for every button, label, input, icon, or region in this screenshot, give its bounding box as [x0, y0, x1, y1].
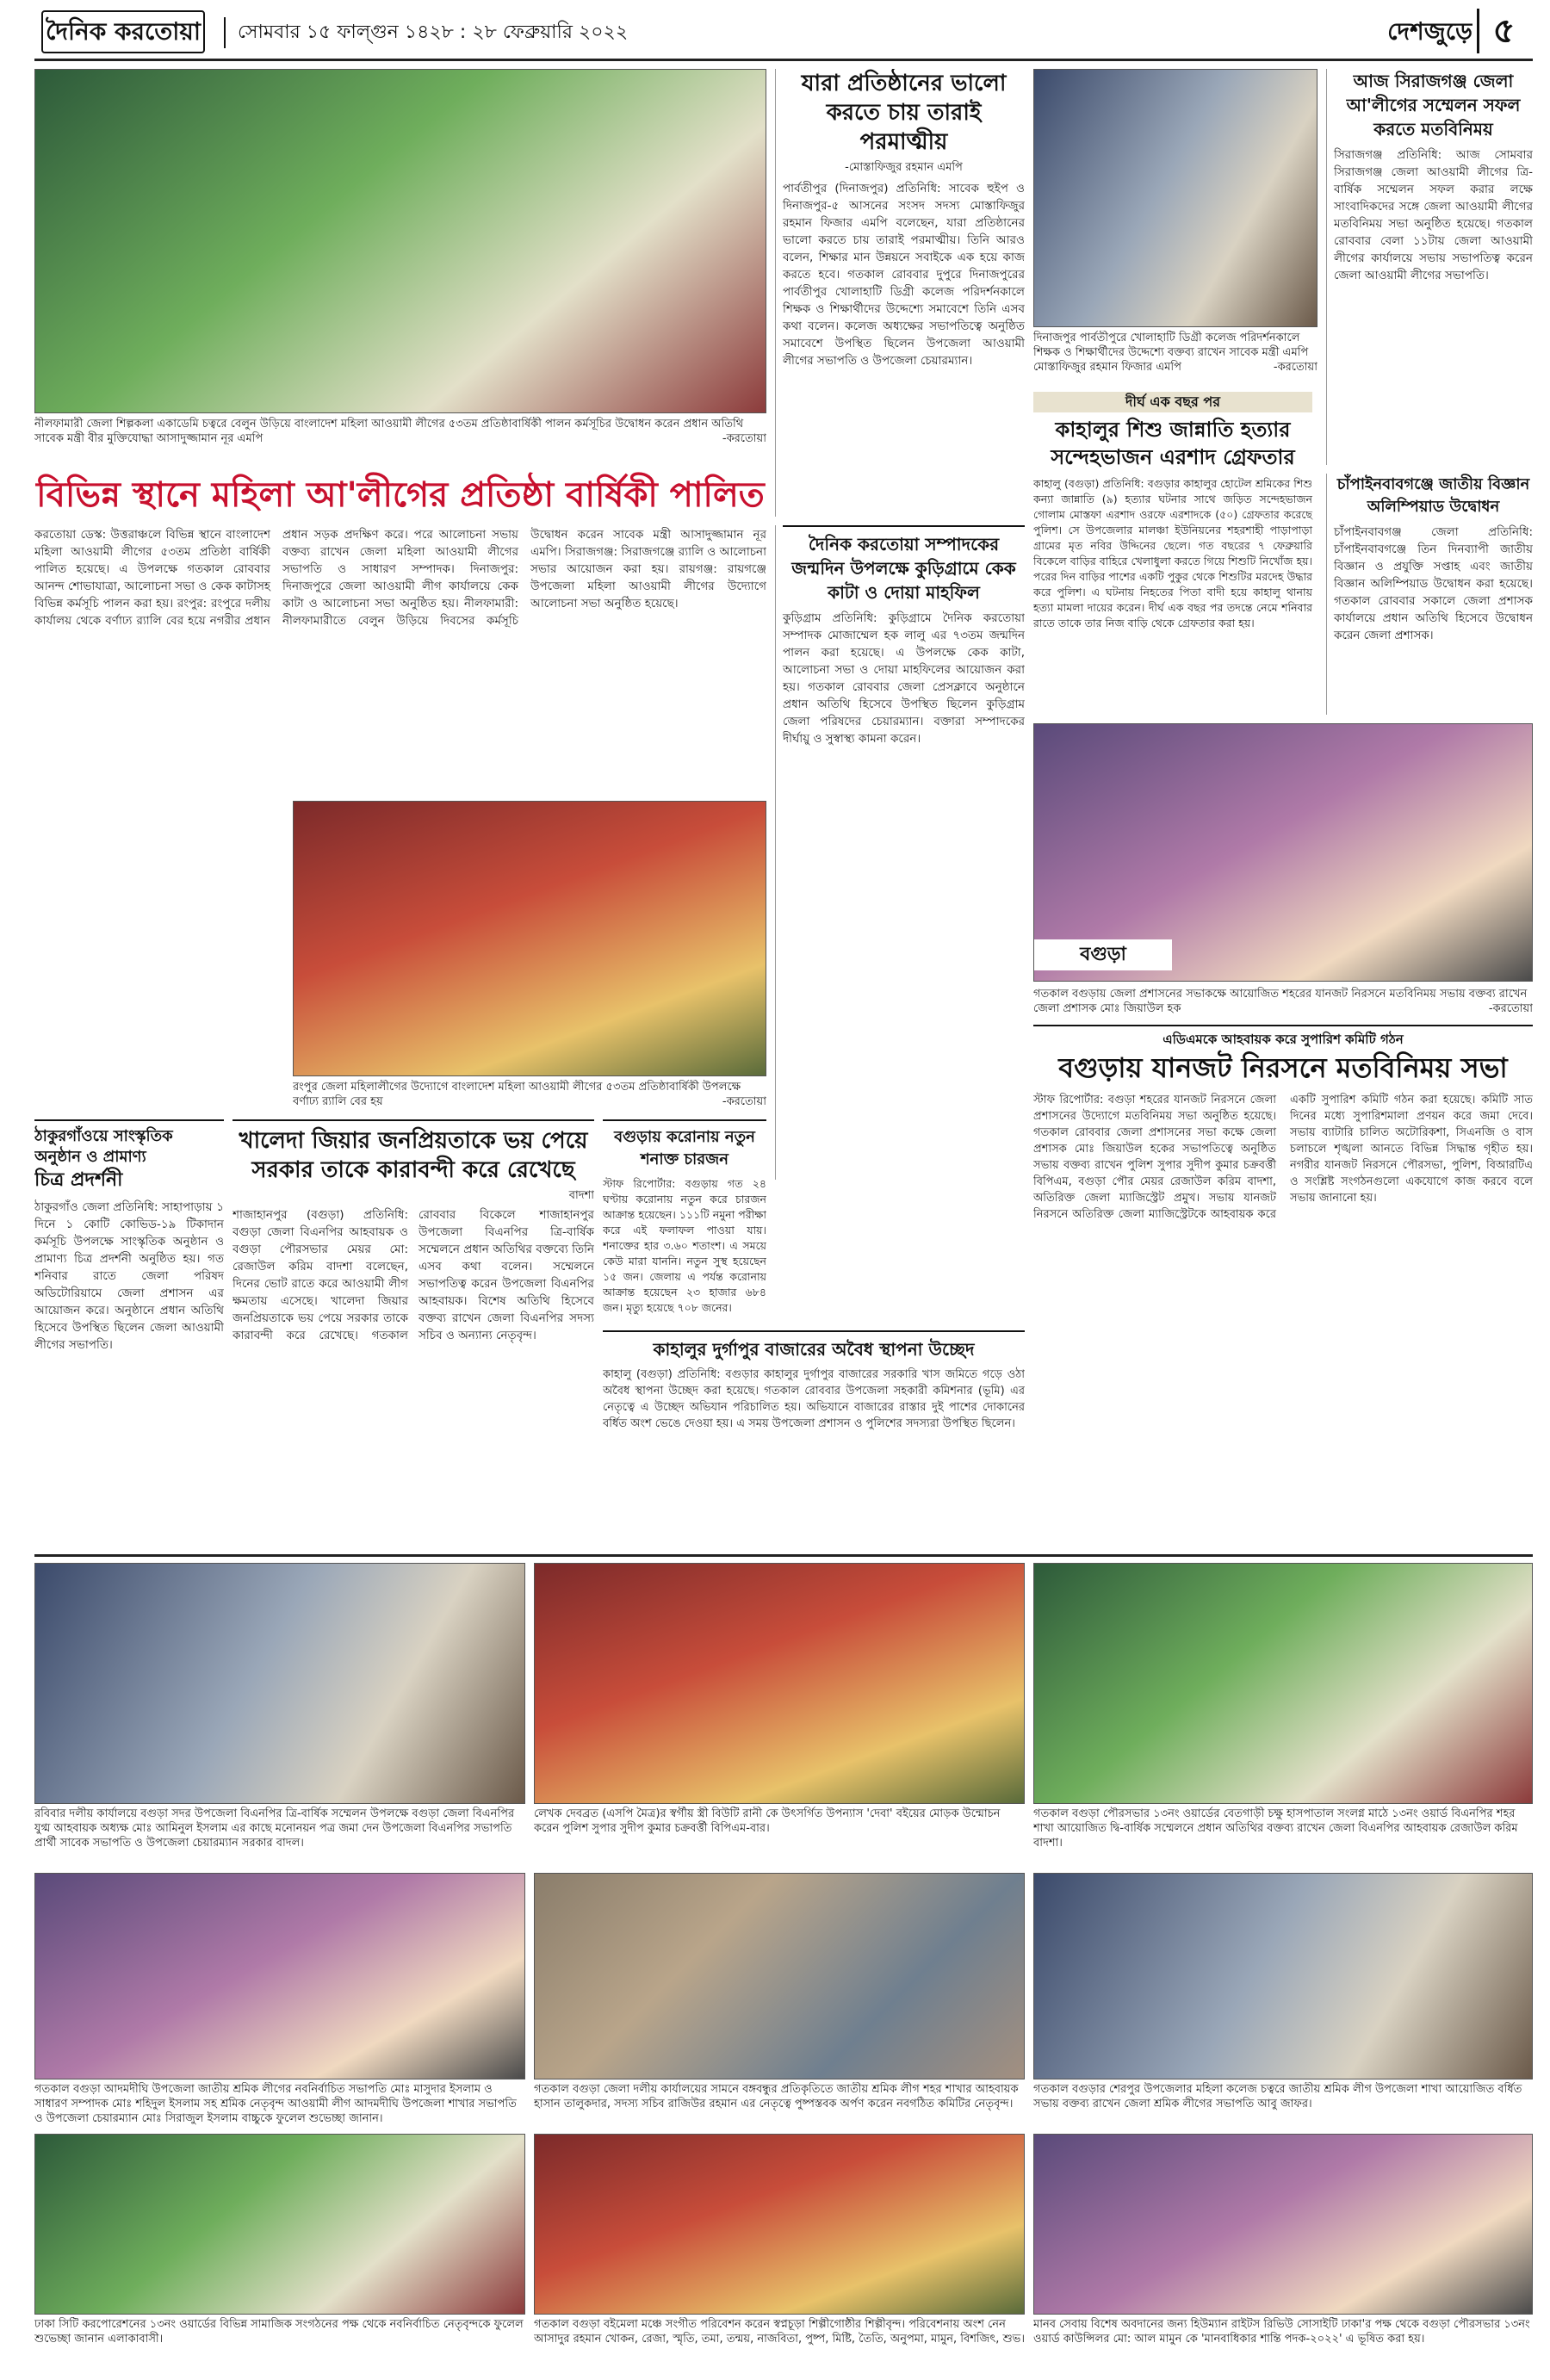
rangpur-photo-caption-text: রংপুর জেলা মহিলালীগের উদ্যোগে বাংলাদেশ মহিলা আওয়ামী লীগের ৫৩তম প্রতিষ্ঠাবার্ষিকী উপলক্ষে বর্ণাঢ্য র‌্যালি বের হয়: [293, 1081, 741, 1108]
right-top-photo-credit: -করতোয়া: [1273, 361, 1318, 374]
daily-story-headline: দৈনিক করতোয়া সম্পাদকের জন্মদিন উপলক্ষে কুড়িগ্রামে কেক কাটা ও দোয়া মাহফিল: [783, 525, 1025, 604]
corona-headline: বগুড়ায় করোনায় নতুন শনাক্ত চারজন: [614, 1128, 755, 1168]
corona-text: স্টাফ রিপোর্টার: বগুড়ায় গত ২৪ ঘণ্টায় করোনায় নতুন করে চারজন আক্রান্ত হয়েছেন। ১১১টি নমুনা পরীক্ষা করে এই ফলাফল পাওয়া যায়। শনাক্তের হার ৩.৬০ শতাংশ। এ সময়ে কেউ মারা যাননি। নতুন সুস্থ হয়েছেন ১৫ জন। জেলায় এ পর্যন্ত করোনায় আক্রান্ত হয়েছেন ২৩ হাজার ৬৮৪ জন। মৃত্যু হয়েছে ৭০৮ জনের।: [603, 1177, 766, 1314]
page-number: ৫: [1477, 9, 1528, 53]
khaleda-byline: বাদশা: [568, 1189, 594, 1202]
kahalu-bazar-text: কাহালু (বগুড়া) প্রতিনিধি: বগুড়ার কাহালুর দুর্গাপুর বাজারের সরকারি খাস জমিতে গড়ে ওঠা অবৈধ স্থাপনা উচ্ছেদ করা হয়েছে। গতকাল রোববার উপজেলা সহকারী কমিশনার (ভূমি) এর নেতৃত্বে এ উচ্ছেদ অভিযান পরিচালিত হয়। অভিযানে বাজারের রাস্তার দুই পাশের দোকানের বর্ধিত অংশ ভেঙে দেওয়া হয়। এ সময় উপজেলা প্রশাসন ও পুলিশের সদস্যরা উপস্থিত ছিলেন।: [603, 1368, 1025, 1430]
right-mid-photo-credit: -করতোয়া: [1488, 1002, 1533, 1015]
khaleda-story: [232, 1119, 594, 1550]
right-mid-photo-caption: [1033, 987, 1533, 1020]
thakurgaon-text: ঠাকুরগাঁও জেলা প্রতিনিধি: সাহাপাড়ায় ১ দিনে ১ কোটি কোভিড-১৯ টিকাদান কর্মসূচি উপলক্ষে সাংস্কৃতিক অনুষ্ঠান ও প্রামাণ্য চিত্র প্রদর্শনী অনুষ্ঠিত হয়। গত শনিবার রাতে জেলা পরিষদ অডিটোরিয়ামে জেলা প্রশাসন এর আয়োজন করে। অনুষ্ঠানে প্রধান অতিথি হিসেবে উপস্থিত ছিলেন জেলা আওয়ামী লীগের সভাপতি।: [34, 1200, 224, 1352]
thakurgaon-story: [34, 1119, 224, 1550]
chapai-story: [1326, 474, 1533, 715]
kahalu-main-story: [1033, 392, 1318, 715]
masthead-date: সোমবার ১৫ ফাল্গুন ১৪২৮ : ২৮ ফেব্রুয়ারি ২০২২: [224, 17, 878, 48]
mohila-headline: বিভিন্ন স্থানে মহিলা আ'লীগের প্রতিষ্ঠা বার্ষিকী পালিত: [36, 475, 765, 515]
chapai-text: চাঁপাইনবাবগঞ্জ জেলা প্রতিনিধি: চাঁপাইনবাবগঞ্জে তিন দিনব্যাপী জাতীয় বিজ্ঞান ও প্রযুক্তি সপ্তাহ এবং জাতীয় বিজ্ঞান অলিম্পিয়াড উদ্বোধন করা হয়েছে। গতকাল রোববার সকালে জেলা প্রশাসক কার্যালয়ে প্রধান অতিথি হিসেবে উদ্বোধন করেন জেলা প্রশাসক।: [1334, 525, 1533, 642]
newspaper-logo: [41, 10, 205, 53]
chapai-headline: চাঁপাইনবাবগঞ্জে জাতীয় বিজ্ঞান অলিম্পিয়াড উদ্বোধন: [1336, 475, 1530, 516]
kahalu-text: কাহালু (বগুড়া) প্রতিনিধি: বগুড়ার কাহালুর হোটেল শ্রমিকের শিশু কন্যা জান্নাতি (৯) হত্যার ঘটনার সাথে জড়িত সন্দেহভাজন গোলাম মোস্তফা এরশাদ ওরফে এরশাদকে (৫০) গ্রেফতার করেছে পুলিশ। সে উপজেলার মালঞ্চা ইউনিয়নের শহরশাহী পাড়াপাড়া গ্রামের মৃত নবির উদ্দিনের ছেলে। গত বছরের ৭ ফেব্রুয়ারি বিকেলে বাড়ির বাহিরে খেলাধুলা করতে গিয়ে শিশুটি নিখোঁজ হয়। পরের দিন বাড়ির পাশের একটি পুকুর থেকে শিশুটির মরদেহ উদ্ধার করে পুলিশ। এ ঘটনায় নিহতের পিতা বাদী হয়ে কাহালু থানায় হত্যা মামলা দায়ের করেন। দীর্ঘ এক বছর পর তদন্তে নেমে শনিবার রাতে তাকে তার নিজ বাড়ি থেকে গ্রেফতার করা হয়।: [1033, 477, 1312, 629]
bogura-banner: বগুড়া: [1034, 939, 1172, 970]
mid-story-headline: যারা প্রতিষ্ঠানের ভালো করতে চায় তারাই পরমাত্মীয়: [801, 71, 1007, 155]
rangpur-photo: [293, 801, 766, 1076]
grid-caption-1: রবিবার দলীয় কার্যালয়ে বগুড়া সদর উপজেলা বিএনপির ত্রি-বার্ষিক সম্মেলন উপলক্ষে বগুড়া জেলা বিএনপির যুগ্ম আহবায়ক অধ্যক্ষ মোঃ আমিনুল ইসলাম এর কাছে মনোনয়ন পত্র জমা দেন উপজেলা বিএনপির সভাপতি প্রার্থী সাবেক সভাপতি ও উপজেলা চেয়ারম্যান সরকার বাদল।: [34, 1807, 515, 1850]
corona-story: [603, 1119, 766, 1326]
jam-text: স্টাফ রিপোর্টার: বগুড়া শহরের যানজট নিরসনে জেলা প্রশাসনের উদ্যোগে মতবিনিময় সভা অনুষ্ঠিত হয়েছে। গতকাল রোববার জেলা প্রশাসনের সভা কক্ষে জেলা প্রশাসক মোঃ জিয়াউল হকের সভাপতিত্বে অনুষ্ঠিত সভায় বক্তব্য রাখেন পুলিশ সুপার সুদীপ কুমার চক্রবর্ত্তী বিপিএম, বগুড়া পৌর মেয়র রেজাউল করিম বাদশা, অতিরিক্ত জেলা ম্যাজিস্ট্রেট প্রমুখ। সভায় যানজট নিরসনে অতিরিক্ত জেলা ম্যাজিস্ট্রেটকে আহবায়ক করে একটি সুপারিশ কমিটি গঠন করা হয়েছে। কমিটি সাত দিনের মধ্যে সুপারিশমালা প্রণয়ন করে জমা দেবে। সভায় ব্যাটারি চালিত অটোরিকশা, সিএনজি ও বাস চলাচলে শৃঙ্খলা আনতে বিভিন্ন সিদ্ধান্ত গৃহীত হয়। নগরীর যানজট নিরসনে পৌরসভা, পুলিশ, বিআরটিএ ও সংশ্লিষ্ট সংগঠনগুলো একযোগে কাজ করবে বলে সভায় জানানো হয়।: [1033, 1094, 1533, 1221]
grid-photo-8: [534, 2134, 1025, 2315]
grid-photo-2: [534, 1563, 1025, 1804]
logo-text: দৈনিক করতোয়া: [45, 17, 202, 46]
jam-kicker: এডিএমকে আহবায়ক করে সুপারিশ কমিটি গঠন: [1162, 1032, 1404, 1047]
grid-caption-9: মানব সেবায় বিশেষ অবদানের জন্য হিউম্যান রাইটস রিভিউ সোসাইটি ঢাকা'র পক্ষ থেকে বগুড়া পৌরসভার ১৩নং ওয়ার্ড কাউন্সিলর মো: আল মামুন কে 'মানবাধিকার শান্তি পদক-২০২২' এ ভূষিত করা হয়।: [1033, 2318, 1530, 2346]
grid-caption-7: ঢাকা সিটি করপোরেশনের ১৩নং ওয়ার্ডের বিভিন্ন সামাজিক সংগঠনের পক্ষ থেকে নবনির্বাচিত নেতৃবৃন্দকে ফুলেল শুভেচ্ছা জানান এলাকাবাসী।: [34, 2318, 524, 2346]
grid-caption-4: গতকাল বগুড়া আদমদীঘি উপজেলা জাতীয় শ্রমিক লীগের নবনির্বাচিত সভাপতি মোঃ মাসুদার ইসলাম ও সাধারণ সম্পাদক মোঃ শহিদুল ইসলাম সহ শ্রমিক নেতৃবৃন্দ আওয়ামী লীগ আদমদীঘি উপজেলা শাখার সভাপতি ও উপজেলা চেয়ারম্যান মোঃ সিরাজুল ইসলাম বাচ্চুকে ফুলেল শুভেচ্ছা জানান।: [34, 2083, 517, 2125]
khaleda-headline: খালেদা জিয়ার জনপ্রিয়তাকে ভয় পেয়ে সরকার তাকে কারাবন্দী করে রেখেছে: [239, 1128, 588, 1183]
thakurgaon-kicker: ঠাকুরগাঁওয়ে সাংস্কৃতিক: [34, 1127, 173, 1145]
grid-caption-8: গতকাল বগুড়া বইমেলা মঞ্চে সংগীত পরিবেশন করেন স্বপ্নচূড়া শিল্পীগোষ্ঠীর শিল্পীবৃন্দ। পরিবেশনায় অংশ নেন আসাদুর রহমান খোকন, রেজা, স্মৃতি, তমা, তন্ময়, নাজবিতা, পুষ্প, মিষ্টি, তৈতি, অনুপমা, মামুন, বিশজিৎ, শুভ।: [534, 2318, 1025, 2346]
grid-photo-7: [34, 2134, 525, 2315]
mid-story-text: পার্বতীপুর (দিনাজপুর) প্রতিনিধি: সাবেক হুইপ ও দিনাজপুর-৫ আসনের সংসদ সদস্য মোস্তাফিজুর রহমান ফিজার এমপি বলেছেন, যারা প্রতিষ্ঠানের ভালো করতে চায় তারাই পরমাত্মীয়। তিনি আরও বলেন, শিক্ষার মান উন্নয়নে সবাইকে এক হয়ে কাজ করতে হবে। গতকাল রোববার দুপুরে দিনাজপুরের পার্বতীপুর খোলাহাটি ডিগ্রী কলেজ পরিদর্শনকালে শিক্ষক ও শিক্ষার্থীদের উদ্দেশ্যে সমাবেশে তিনি এসব কথা বলেন। কলেজ অধ্যক্ষের সভাপতিত্বে অনুষ্ঠিত সমাবেশে উপস্থিত ছিলেন উপজেলা আওয়ামী লীগের সভাপতি ও উপজেলা চেয়ারম্যান।: [783, 182, 1025, 368]
right-mid-photo: [1033, 723, 1533, 982]
grid-photo-4: [34, 1873, 525, 2079]
mohila-text: করতোয়া ডেস্ক: উত্তরাঞ্চলে বিভিন্ন স্থানে বাংলাদেশ মহিলা আওয়ামী লীগের ৫৩তম প্রতিষ্ঠা বার্ষিকী পালিত হয়েছে। এ উপলক্ষে গতকাল রোববার আনন্দ শোভাযাত্রা, আলোচনা সভা ও কেক কাটাসহ বিভিন্ন কর্মসূচি পালন করা হয়। রংপুর: রংপুরে দলীয় কার্যালয় থেকে বর্ণাঢ্য র‌্যালি বের হয়ে নগরীর প্রধান প্রধান সড়ক প্রদক্ষিণ করে। পরে আলোচনা সভায় বক্তব্য রাখেন জেলা মহিলা আওয়ামী লীগের সভাপতি ও সাধারণ সম্পাদক। দিনাজপুর: দিনাজপুরে জেলা আওয়ামী লীগ কার্যালয়ে কেক কাটা ও আলোচনা সভা অনুষ্ঠিত হয়। নীলফামারী: নীলফামারীতে বেলুন উড়িয়ে দিবসের কর্মসূচি উদ্বোধন করেন সাবেক মন্ত্রী আসাদুজ্জামান নূর এমপি। সিরাজগঞ্জ: সিরাজগঞ্জে র‌্যালি ও আলোচনা সভার আয়োজন করা হয়। রায়গঞ্জ: রায়গঞ্জে উপজেলা মহিলা আওয়ামী লীগের উদ্যোগে আলোচনা সভা অনুষ্ঠিত হয়েছে।: [34, 528, 766, 628]
jam-headline: বগুড়ায় যানজট নিরসনে মতবিনিময় সভা: [1058, 1051, 1508, 1084]
grid-photo-5: [534, 1873, 1025, 2079]
grid-photo-3: [1033, 1563, 1533, 1804]
grid-caption-3: গতকাল বগুড়া পৌরসভার ১৩নং ওয়ার্ডের বেতগাড়ী চক্ষু হাসপাতাল সংলগ্ন মাঠে ১৩নং ওয়ার্ড বিএনপির শহর শাখা আয়োজিত দ্বি-বার্ষিক সম্মেলনে প্রধান অতিথির বক্তব্য রাখেন জেলা বিএনপির আহবায়ক রেজাউল করিম বাদশা।: [1033, 1807, 1518, 1850]
right-mid-photo-caption-text: গতকাল বগুড়ায় জেলা প্রশাসনের সভাকক্ষে আয়োজিত শহরের যানজট নিরসনে মতবিনিময় সভায় বক্তব্য রাখেন জেলা প্রশাসক মোঃ জিয়াউল হক: [1033, 988, 1528, 1015]
masthead: [0, 0, 1550, 62]
top-photo-credit: -করতোয়া: [722, 432, 766, 445]
grid-caption-2: লেখক দেবব্রত (এসপি মৈত্র)র স্বর্গীয় স্ত্রী বিউটি রানী কে উৎসর্গিত উপন্যাস 'দেবা' বইয়ের মোড়ক উন্মোচন করেন পুলিশ সুপার সুদীপ কুমার চক্রবর্ত্তী বিপিএম-বার।: [534, 1807, 1001, 1835]
kahalu-bazar-headline: কাহালুর দুর্গাপুর বাজারের অবৈধ স্থাপনা উচ্ছেদ: [653, 1339, 975, 1360]
rangpur-photo-credit: -করতোয়া: [722, 1095, 766, 1108]
right-top-photo-caption-text: দিনাজপুর পার্বতীপুরে খোলাহাটি ডিগ্রী কলেজ পরিদর্শনকালে শিক্ষক ও শিক্ষার্থীদের উদ্দেশ্যে বক্তব্য রাখেন সাবেক মন্ত্রী এমপি মোস্তাফিজুর রহমান ফিজার এমপি: [1033, 332, 1309, 374]
daily-story: [775, 525, 1025, 1180]
grid-caption-6: গতকাল বগুড়ার শেরপুর উপজেলার মহিলা কলেজ চত্বরে জাতীয় শ্রমিক লীগ উপজেলা শাখা আয়োজিত বর্ধিত সভায় বক্তব্য রাখেন জেলা শ্রমিক লীগের সভাপতি আবু জাফর।: [1033, 2083, 1522, 2110]
right-top-photo: [1033, 69, 1318, 327]
top-photo-caption-text: নীলফামারী জেলা শিল্পকলা একাডেমি চত্বরে বেলুন উড়িয়ে বাংলাদেশ মহিলা আওয়ামী লীগের ৫৩তম প্রতিষ্ঠাবার্ষিকী পালন কর্মসূচির উদ্বোধন করেন প্রধান অতিথি সাবেক মন্ত্রী বীর মুক্তিযোদ্ধা আসাদুজ্জামান নূর এমপি: [34, 418, 744, 445]
sirajganj-text: সিরাজগঞ্জ প্রতিনিধি: আজ সোমবার সিরাজগঞ্জ জেলা আওয়ামী লীগের ত্রি-বার্ষিক সম্মেলন সফল করার লক্ষে সাংবাদিকদের সঙ্গে জেলা আওয়ামী লীগের মতবিনিময় সভা অনুষ্ঠিত হয়েছে। গতকাল রোববার বেলা ১১টায় জেলা আওয়ামী লীগের কার্যালয়ে সভায় সভাপতিত্ব করেন জেলা আওয়ামী লীগের সভাপতি।: [1334, 148, 1533, 282]
thakurgaon-sub: অনুষ্ঠান ও প্রামাণ্য: [34, 1148, 146, 1166]
grid-caption-5: গতকাল বগুড়া জেলা দলীয় কার্যালয়ের সামনে বঙ্গবন্ধুর প্রতিকৃতিতে জাতীয় শ্রমিক লীগ শহর শাখার আহবায়ক হাসান তালুকদার, সদস্য সচিব রাজিউর রহমান এর নেতৃত্বে পুষ্পস্তবক অর্পণ করেন নবগঠিত কমিটির নেতৃবৃন্দ।: [534, 2083, 1019, 2110]
thakurgaon-headline: চিত্র প্রদর্শনী: [34, 1169, 123, 1191]
kahalu-bazar-story: [603, 1330, 1025, 1550]
top-photo-caption: [34, 417, 766, 463]
khaleda-text: শাজাহানপুর (বগুড়া) প্রতিনিধি: বগুড়া জেলা বিএনপির আহবায়ক ও বগুড়া পৌরসভার মেয়র মো: রেজাউল করিম বাদশা বলেছেন, দিনের ভোট রাতে করে আওয়ামী লীগ ক্ষমতায় এসেছে। খালেদা জিয়ার জনপ্রিয়তাকে ভয় পেয়ে সরকার তাকে কারাবন্দী করে রেখেছে। গতকাল রোববার বিকেলে শাজাহানপুর উপজেলা বিএনপির ত্রি-বার্ষিক সম্মেলনে প্রধান অতিথির বক্তব্যে তিনি এসব কথা বলেন। সম্মেলনে সভাপতিত্ব করেন উপজেলা বিএনপির আহবায়ক। বিশেষ অতিথি হিসেবে বক্তব্য রাখেন জেলা বিএনপির সদস্য সচিব ও অন্যান্য নেতৃবৃন্দ।: [232, 1208, 594, 1342]
top-photo: [34, 69, 766, 413]
right-top-photo-caption: [1033, 331, 1318, 384]
daily-story-text: কুড়িগ্রাম প্রতিনিধি: কুড়িগ্রামে দৈনিক করতোয়া সম্পাদক মোজাম্মেল হক লালু এর ৭৩তম জন্মদিন পালন করা হয়েছে। এ উপলক্ষে কেক কাটা, আলোচনা সভা ও দোয়া মাহফিলের আয়োজন করা হয়। গতকাল রোববার জেলা প্রেসক্লাবে অনুষ্ঠানে প্রধান অতিথি হিসেবে উপস্থিত ছিলেন কুড়িগ্রাম জেলা পরিষদের চেয়ারম্যান। বক্তারা সম্পাদকের দীর্ঘায়ু ও সুস্বাস্থ্য কামনা করেন।: [783, 611, 1025, 746]
mid-story-byline: -মোস্তাফিজুর রহমান এমপি: [845, 161, 963, 174]
section-name: দেশজুড়ে: [1387, 17, 1472, 46]
sirajganj-story: [1326, 69, 1533, 465]
sirajganj-headline: আজ সিরাজগঞ্জ জেলা আ'লীগের সম্মেলন সফল করতে মতবিনিময়: [1346, 71, 1521, 139]
rangpur-photo-caption: [293, 1080, 766, 1116]
mid-story: [775, 69, 1025, 517]
kahalu-headline: কাহালুর শিশু জান্নাতি হত্যার সন্দেহভাজন এরশাদ গ্রেফতার: [1051, 418, 1295, 469]
grid-photo-1: [34, 1563, 525, 1804]
jam-story: [1033, 1025, 1533, 1352]
masthead-rule: [34, 59, 1533, 61]
grid-photo-9: [1033, 2134, 1533, 2315]
section-divider: [34, 1554, 1533, 1557]
grid-photo-6: [1033, 1873, 1533, 2079]
kahalu-kicker: দীর্ঘ এক বছর পর: [1033, 392, 1312, 412]
